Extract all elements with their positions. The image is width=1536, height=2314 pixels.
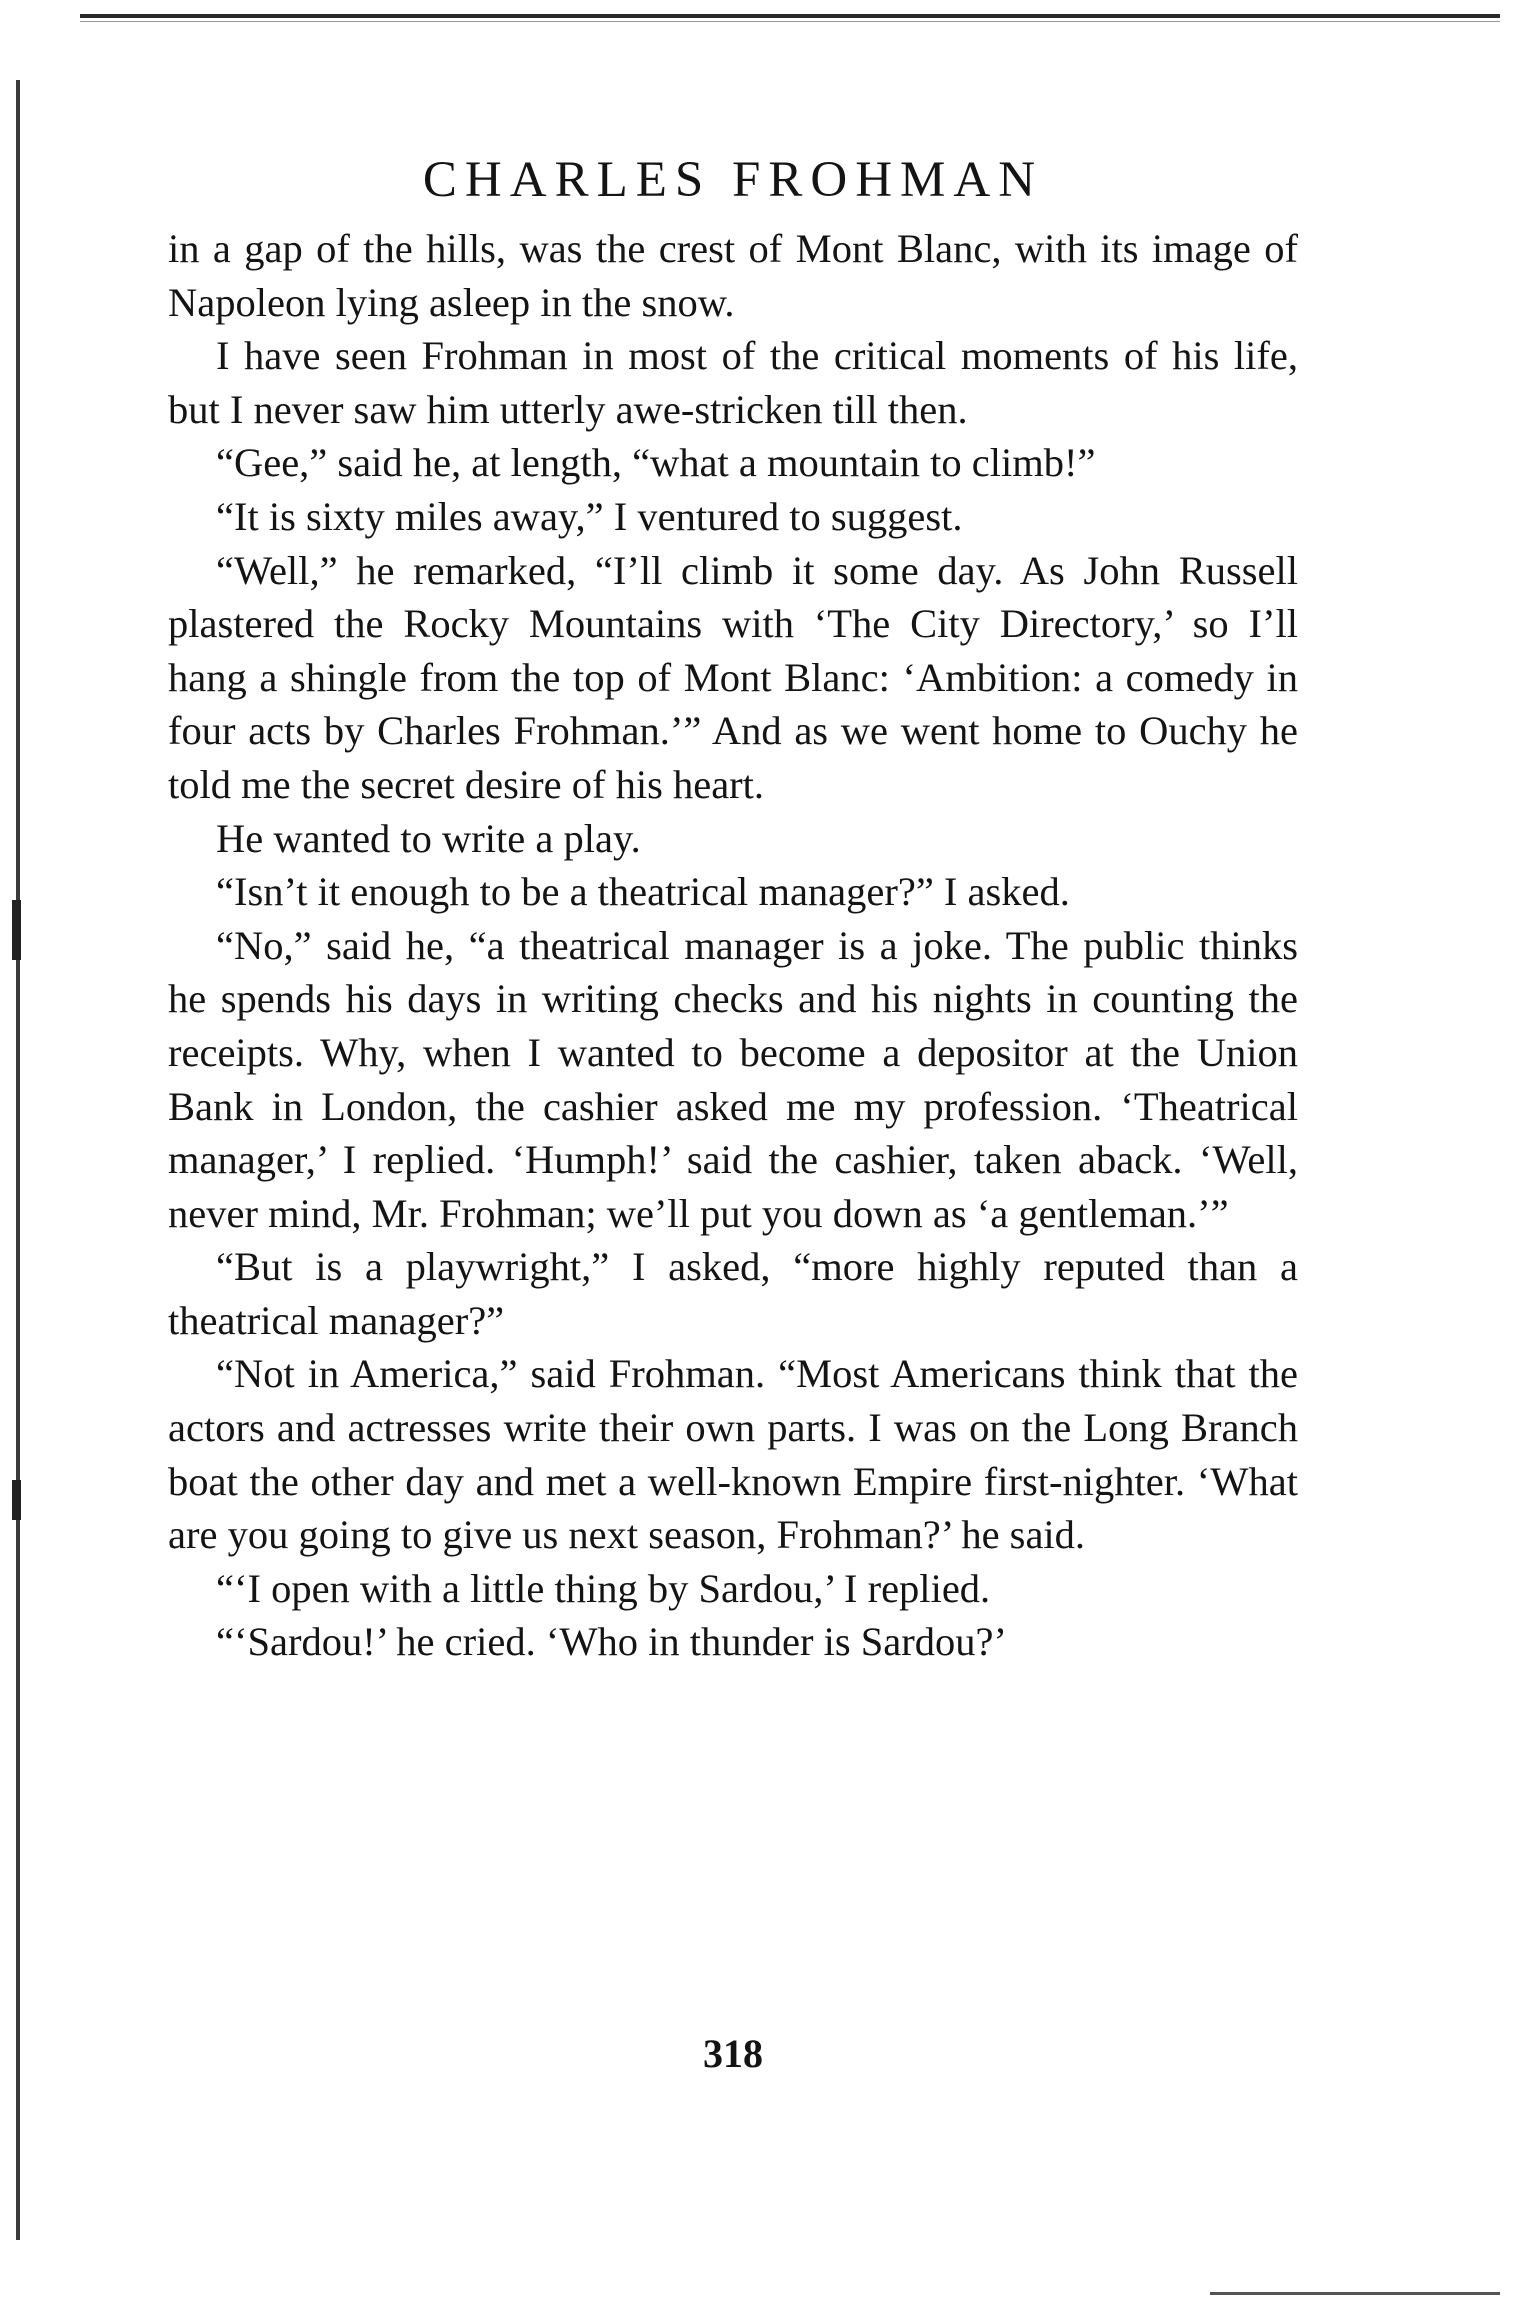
paragraph: “No,” said he, “a theatrical manager is a joke. The public thinks he spends his days in writing checks and his nights in counting the receipts. Why, when I wanted to become a depositor at the Union Bank in London, the cashier asked me my profession. ‘Theatrical manager,’ I replied. ‘Humph!’ said the cashier, taken aback. ‘Well, never mind, Mr. Frohman; we’ll put you down as ‘a gentleman.’”	[168, 922, 1298, 1236]
body-text	[168, 222, 1298, 1669]
book-page	[168, 150, 1298, 2076]
paragraph: “But is a playwright,” I asked, “more highly reputed than a theatrical manager?”	[168, 1244, 1298, 1343]
top-border-rule	[80, 14, 1500, 18]
bottom-edge-mark	[1210, 2292, 1500, 2295]
paragraph: in a gap of the hills, was the crest of Mont Blanc, with its image of Napoleon lying asleep in the snow.	[168, 226, 1298, 325]
paragraph: “Not in America,” said Frohman. “Most Americans think that the actors and actresses write their own parts. I was on the Long Branch boat the other day and met a well-known Empire first-nighter. ‘What are you going to give us next season, Frohman?’ he said.	[168, 1351, 1298, 1558]
top-border-rule-faint	[80, 21, 1500, 22]
paragraph: “‘I open with a little thing by Sardou,’ I replied.	[216, 1565, 991, 1611]
page-edge-mark	[12, 1480, 21, 1520]
page-edge-mark	[12, 900, 21, 960]
paragraph: “It is sixty miles away,” I ventured to suggest.	[216, 493, 963, 539]
running-head: CHARLES FROHMAN	[422, 152, 1044, 208]
paragraph: “Gee,” said he, at length, “what a mountain to climb!”	[216, 440, 1096, 486]
page-left-edge	[16, 80, 20, 2240]
paragraph: “Well,” he remarked, “I’ll climb it some day. As John Russell plastered the Rocky Mountains with ‘The City Directory,’ so I’ll hang a shingle from the top of Mont Blanc: ‘Ambition: a comedy in four acts by Charles Frohman.’” And as we went home to Ouchy he told me the secret desire of his heart.	[168, 547, 1298, 807]
page-number: 318	[703, 2031, 763, 2076]
paragraph: He wanted to write a play.	[216, 815, 641, 861]
paragraph: “Isn’t it enough to be a theatrical manager?” I asked.	[216, 869, 1070, 915]
paragraph: “‘Sardou!’ he cried. ‘Who in thunder is Sardou?’	[216, 1619, 1007, 1665]
paragraph: I have seen Frohman in most of the critical moments of his life, but I never saw him utterly awe-stricken till then.	[168, 333, 1298, 432]
